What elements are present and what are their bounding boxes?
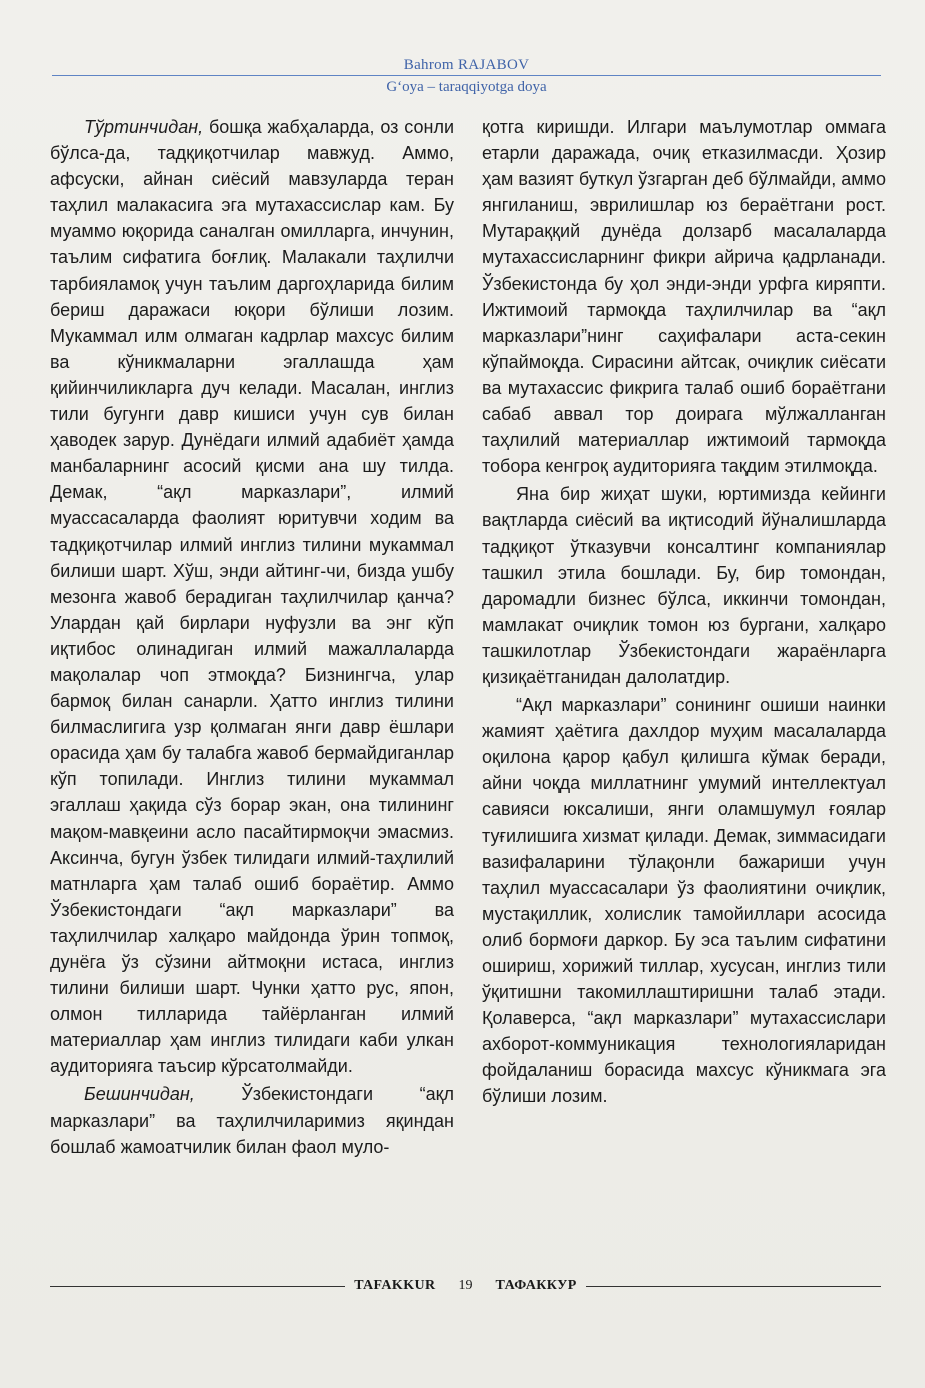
page-footer [50,1278,881,1294]
footer-title-cyrillic: ТАФАККУР [495,1278,577,1293]
footer-rule-right [586,1286,881,1287]
paragraph-think-tanks: “Ақл марказлари” сонининг ошиши наинки жамият ҳаётига дахлдор муҳим масалаларда оқилона қарор қабул қилишга кўмак беради, айни чоқда миллатнинг умумий интеллектуал савияси юксалиши, янги оламшумул ғоялар туғилишига хизмат қилади. Демак, зиммасидаги вазифаларини тўлақонли бажариши учун таҳлил муассасалари ўз фаолиятини очиқлик, мустақиллик, холислик тамойиллари асосида олиб бормоғи даркор. Бу эса таълим сифатини ошириш, хорижий тиллар, хусусан, инглиз тили ўқитишни такомиллаштиришни талаб этади. Қолаверса, “ақл марказлари” мутахассислари ахборот-коммуникация технологияларидан фойдаланиш борасида махсус кўникмага эга бўлиши лозим. [482,695,886,1107]
running-header [52,56,881,96]
footer-title-latin: TAFAKKUR [354,1278,436,1293]
header-subtitle: G‘oya – taraqqiyotga doya [386,79,547,95]
page-number: 19 [458,1278,473,1293]
paragraph-fourthly [50,114,454,1079]
left-column [50,114,454,1160]
paragraph-consulting: Яна бир жиҳат шуки, юртимизда кейинги вақтларда сиёсий ва иқтисодий йўналишларда тадқиқот ўтказувчи консалтинг компаниялар ташкил этила бошлади. Бу, бир томондан, даромадли бизнес бўлса, иккинчи томондан, мамлакат очиқлик томон юз бургани, халқаро ташкилотлар Ўзбекистондаги жараёнларга қизиқаётганидан далолатдир. [482,484,886,687]
paragraph-text: Ўзбекистондаги “ақл марказлари” ва таҳлилчиларимиз яқиндан бошлаб жамоатчилик билан фаол муло- [50,1084,454,1157]
paragraph-text: бошқа жабҳаларда, оз сонли бўлса-да, тадқиқотчилар мавжуд. Аммо, афсуски, айнан сиёсий мавзуларда теран таҳлил малакасига эга мутахассислар кам. Бу муаммо юқорида саналган омилларга, инчунин, таълим сифатига боғлиқ. Малакали таҳлилчи тарбияламоқ учун таълим даргоҳларида билим бериш даражаси юқори бўлиши лозим. Мукаммал илм олмаган кадрлар махсус билим ва кўникмаларни эгаллашда ҳам қийинчиликларга дуч келади. Масалан, инглиз тили бугунги давр кишиси учун сув билан ҳаводек зарур. Дунёдаги илмий адабиёт ҳамда манбаларнинг асосий қисми ана шу тилда. Демак, “ақл марказлари”, илмий муассасаларда фаолият юритувчи ходим ва тадқиқотчилар илмий инглиз тилини мукаммал билиши шарт. Хўш, энди айтинг-чи, бизда ушбу мезонга жавоб берадиган таҳлилчилар қанча? Улардан қай бирлари нуфузли ва энг кўп иқтибос олинадиган илмий мажаллаларда мақолалар чоп этмоқда? Бизнингча, улар бармоқ билан санарли. Ҳатто инглиз тилини билмаслигига узр қолмаган янги давр ёшлари орасида ҳам бу талабга жавоб бермайдиганлар кўп топилади. Инглиз тилини мукаммал эгаллаш ҳақида сўз борар экан, она тилининг мақом-мавқеини асло пасайтирмоқчи эмасмиз. Аксинча, бугун ўзбек тилидаги илмий-таҳлилий матнларга ҳам талаб ошиб бораётир. Аммо Ўзбекистондаги “ақл марказлари” ва таҳлилчилар халқаро майдонда ўрин топмоқ, дунёга ўз сўзини айтмоқни истаса, инглиз тилини билиши шарт. Чунки ҳатто рус, япон, олмон тилларида тайёрланган илмий материаллар ҳам инглиз тилидаги каби улкан аудиторияга таъсир кўрсатолмайди. [50,117,454,1077]
lead-word: Тўртинчидан, [84,117,204,137]
footer-rule-left [50,1286,345,1287]
header-rule [52,75,881,76]
right-column [482,114,886,1110]
paragraph-fifthly [50,1081,454,1159]
lead-word: Бешинчидан, [84,1084,195,1105]
header-author: Bahrom RAJABOV [403,57,530,73]
paragraph-continued: қотга киришди. Илгари маълумотлар оммага етарли даражада, очиқ етказилмасди. Ҳозир ҳам вазият буткул ўзгарган деб бўлмайди, аммо янгиланиш, эврилишлар юз бераётгани рост. Мутараққий дунёда долзарб масалаларда мутахассисларнинг фикри айрича қадрланади. Ўзбекистонда бу ҳол энди-энди урфга киряпти. Ижтимоий тармоқда таҳлилчилар ва “ақл марказлари”нинг саҳифалари аста-секин кўпаймоқда. Сирасини айтсак, очиқлик сиёсати ва мутахассис фикрига талаб ошиб бораётгани сабаб аввал тор доирага мўлжалланган таҳлилий материаллар ижтимоий тармоқда тобора кенгроқ аудиторияга тақдим этилмоқда. [482,117,886,477]
